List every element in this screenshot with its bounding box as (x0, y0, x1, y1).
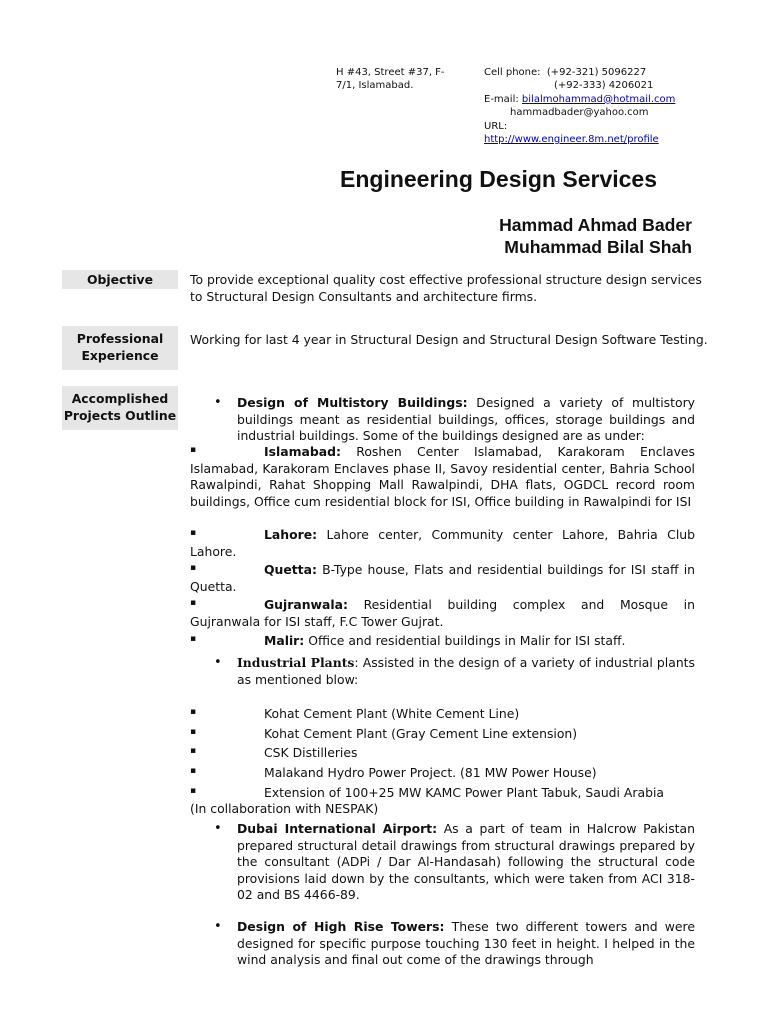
cell-number-2: (+92-333) 4206021 (554, 80, 654, 92)
author-names (499, 214, 692, 258)
plant-item: Malakand Hydro Power Project. (81 MW Power House) (264, 765, 597, 780)
objective-label: Objective (62, 270, 178, 289)
city-name: Quetta: (264, 562, 317, 577)
square-bullet-icon: ▪ (190, 563, 197, 573)
email-label: E-mail: (484, 93, 519, 105)
experience-label-line: Experience (81, 348, 159, 363)
plant-item: Kohat Cement Plant (Gray Cement Line extension) (264, 726, 578, 741)
industrial-text: : Assisted in the design of a variety of industrial plants as mentioned blow: (237, 655, 695, 687)
page-title: Engineering Design Services (340, 166, 658, 192)
plant-item: Extension of 100+25 MW KAMC Power Plant Tabuk, Saudi Arabia (264, 785, 664, 800)
contact-block (484, 66, 714, 146)
towers-heading: Design of High Rise Towers: (237, 919, 445, 934)
address-block (336, 66, 466, 92)
square-bullet-icon: ▪ (190, 746, 197, 756)
plant-item: CSK Distilleries (264, 745, 358, 760)
square-bullet-icon: ▪ (190, 598, 197, 608)
square-bullet-icon: ▪ (190, 707, 197, 717)
email-2: hammadbader@yahoo.com (510, 107, 649, 119)
email-link-1[interactable]: bilalmohammad@hotmail.com (521, 93, 676, 105)
author-name: Muhammad Bilal Shah (504, 237, 692, 257)
city-item (190, 444, 695, 510)
url-link[interactable]: http://www.engineer.8m.net/profile (484, 134, 659, 146)
projects-label (62, 386, 178, 430)
bullet-icon: • (214, 655, 222, 670)
cell-label: Cell phone: (484, 67, 541, 78)
address-line: 7/1, Islamabad. (336, 80, 414, 91)
experience-label (62, 326, 178, 370)
city-text: Roshen Center Islamabad, Karakoram Enclaves Islamabad, Karakoram Enclaves phase II, Savoy residential center, Bahria School Rawalpindi, Rahat Shopping Mall Rawalpindi, DHA flats, OGDCL record room buildings, Office cum residential block for ISI, Office building in Rawalpindi for ISI (190, 444, 695, 509)
url-label: URL: (484, 120, 508, 132)
address-line: H #43, Street #37, F- (336, 67, 445, 78)
city-name: Lahore: (264, 527, 318, 542)
square-bullet-icon: ▪ (190, 766, 197, 776)
city-text: Residential building complex and Mosque in Gujranwala for ISI staff, F.C Tower Gujrat. (190, 597, 695, 629)
projects-label-line: Accomplished (71, 391, 169, 406)
city-text: Lahore center, Community center Lahore, Bahria Club Lahore. (190, 527, 695, 559)
square-bullet-icon: ▪ (190, 445, 197, 455)
airport-heading: Dubai International Airport: (237, 821, 438, 836)
city-item (190, 562, 695, 595)
experience-label-line: Professional (76, 331, 164, 346)
towers-text: These two different towers and were designed for specific purpose touching 130 feet in height. I helped in the wind analysis and final out come of the drawings through (237, 919, 695, 967)
city-item (190, 597, 695, 630)
plants-note: (In collaboration with NESPAK) (190, 801, 379, 816)
city-name: Gujranwala: (264, 597, 348, 612)
bullet-icon: • (214, 821, 222, 836)
city-item (190, 527, 695, 560)
plant-item: Kohat Cement Plant (White Cement Line) (264, 706, 520, 721)
industrial-item (237, 655, 695, 688)
multistory-item (237, 395, 695, 445)
city-text: Office and residential buildings in Malir for ISI staff. (308, 633, 626, 648)
city-item (190, 633, 695, 650)
projects-label-line: Projects Outline (63, 408, 177, 423)
industrial-heading: Industrial Plants (237, 655, 355, 670)
city-text: B-Type house, Flats and residential buildings for ISI staff in Quetta. (190, 562, 695, 594)
bullet-icon: • (214, 395, 222, 410)
email-row (484, 93, 714, 106)
author-name: Hammad Ahmad Bader (499, 215, 692, 235)
experience-text: Working for last 4 year in Structural Design and Structural Design Software Testing. (190, 332, 708, 347)
multistory-heading: Design of Multistory Buildings: (237, 395, 468, 410)
square-bullet-icon: ▪ (190, 727, 197, 737)
towers-item (237, 919, 695, 969)
airport-item (237, 821, 695, 904)
cell-row (484, 66, 714, 79)
square-bullet-icon: ▪ (190, 786, 197, 796)
multistory-text: Designed a variety of multistory buildings meant as residential buildings, offices, storage buildings and industrial buildings. Some of the buildings designed are as under: (237, 395, 695, 443)
city-name: Islamabad: (264, 444, 341, 459)
airport-text: As a part of team in Halcrow Pakistan prepared structural detail drawings from structural drawings prepared by the consultant (ADPi / Dar Al-Handasah) following the structural code provisions laid down by the consultants, which were taken from ACI 318-02 and BS 4466-89. (237, 821, 695, 902)
square-bullet-icon: ▪ (190, 528, 197, 538)
bullet-icon: • (214, 919, 222, 934)
cell-number-1: (+92-321) 5096227 (546, 67, 647, 78)
square-bullet-icon: ▪ (190, 634, 197, 644)
objective-text: To provide exceptional quality cost effective professional structure design services to Structural Design Consultants and architecture firms. (190, 272, 702, 304)
city-name: Malir: (264, 633, 305, 648)
